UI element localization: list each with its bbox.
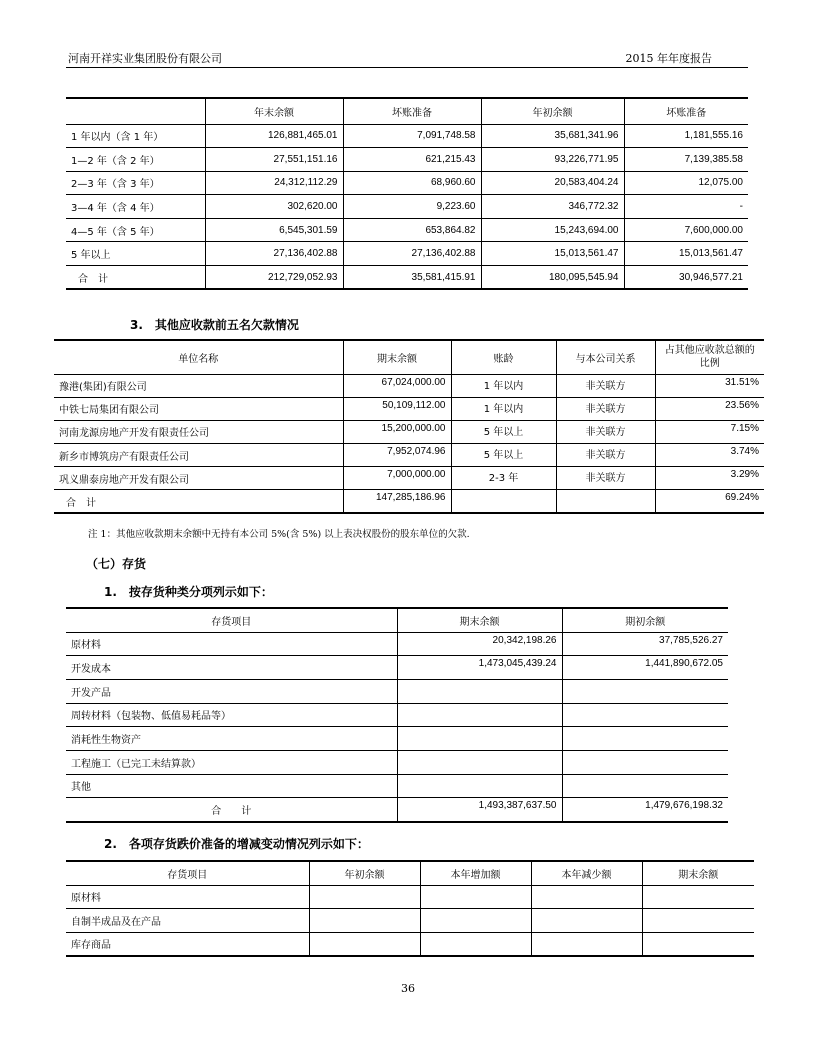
cell-value: 12,075.00 (624, 171, 748, 195)
column-header: 存货项目 (66, 608, 397, 632)
table-row (66, 656, 728, 680)
header-row (66, 861, 754, 885)
table-row (54, 490, 764, 513)
table-row (66, 750, 728, 774)
cell-value: 35,681,341.96 (481, 124, 624, 148)
cell-value: 37,785,526.27 (562, 632, 728, 656)
table-row (66, 632, 728, 656)
column-header: 坏账准备 (343, 98, 481, 124)
cell-value: 非关联方 (556, 444, 655, 467)
column-header: 期末余额 (343, 340, 451, 374)
column-header: 坏账准备 (624, 98, 748, 124)
cell-value: 27,136,402.88 (343, 242, 481, 266)
cell-value: 653,864.82 (343, 218, 481, 242)
cell-value: 93,226,771.95 (481, 148, 624, 172)
table-row (66, 124, 748, 148)
table-row (54, 420, 764, 443)
column-header: 存货项目 (66, 861, 309, 885)
cell-value (562, 727, 728, 751)
column-header: 账龄 (451, 340, 556, 374)
cell-value (397, 774, 562, 798)
cell-value: 7,000,000.00 (343, 467, 451, 490)
cell-value (562, 703, 728, 727)
cell-value: 7.15% (655, 420, 764, 443)
row-label: 豫港(集团)有限公司 (54, 374, 343, 397)
cell-value: - (624, 195, 748, 219)
cell-value: 68,960.60 (343, 171, 481, 195)
table-row (66, 703, 728, 727)
cell-value: 147,285,186.96 (343, 490, 451, 513)
cell-value (397, 703, 562, 727)
row-label: 库存商品 (66, 932, 309, 956)
cell-value: 23.56% (655, 397, 764, 420)
cell-value (642, 932, 754, 956)
row-label: 原材料 (66, 632, 397, 656)
inventory-table (66, 607, 728, 823)
cell-value: 非关联方 (556, 467, 655, 490)
row-label: 河南龙源房地产开发有限责任公司 (54, 420, 343, 443)
table-row (54, 374, 764, 397)
column-header: 年初余额 (481, 98, 624, 124)
cell-value: 35,581,415.91 (343, 266, 481, 290)
cell-value: 9,223.60 (343, 195, 481, 219)
cell-value: 27,136,402.88 (205, 242, 343, 266)
column-header (66, 98, 205, 124)
cell-value (420, 932, 531, 956)
row-label: 开发产品 (66, 679, 397, 703)
footnote: 注 1：其他应收款期末余额中无持有本公司 5%(含 5%) 以上表决权股份的股东单位的欠款. (88, 529, 470, 540)
section3-title: 3. 其他应收款前五名欠款情况 (130, 318, 299, 332)
cell-value: 1 年以内 (451, 397, 556, 420)
cell-value: 20,583,404.24 (481, 171, 624, 195)
table-row (66, 148, 748, 172)
cell-value: 2-3 年 (451, 467, 556, 490)
cell-value: 7,139,385.58 (624, 148, 748, 172)
table-row (66, 195, 748, 219)
cell-value: 1,479,676,198.32 (562, 798, 728, 822)
cell-value (531, 932, 642, 956)
table-row (66, 266, 748, 290)
cell-value: 3.74% (655, 444, 764, 467)
column-header: 年初余额 (309, 861, 420, 885)
cell-value: 20,342,198.26 (397, 632, 562, 656)
cell-value (309, 932, 420, 956)
cell-value: 非关联方 (556, 397, 655, 420)
cell-value: 6,545,301.59 (205, 218, 343, 242)
cell-value (562, 750, 728, 774)
row-label: 合 计 (66, 798, 397, 822)
row-label: 5 年以上 (66, 242, 205, 266)
row-label: 1 年以内（含 1 年） (66, 124, 205, 148)
cell-value: 27,551,151.16 (205, 148, 343, 172)
column-header: 本年减少额 (531, 861, 642, 885)
row-label: 巩义鼎泰房地产开发有限公司 (54, 467, 343, 490)
row-label: 周转材料（包装物、低值易耗品等） (66, 703, 397, 727)
row-label: 消耗性生物资产 (66, 727, 397, 751)
provision-subtitle: 2. 各项存货跌价准备的增减变动情况列示如下： (104, 837, 369, 851)
row-label: 合 计 (66, 266, 205, 290)
cell-value (420, 885, 531, 909)
cell-value: 31.51% (655, 374, 764, 397)
row-label: 1—2 年（含 2 年） (66, 148, 205, 172)
cell-value: 180,095,545.94 (481, 266, 624, 290)
cell-value: 15,243,694.00 (481, 218, 624, 242)
table-row (66, 218, 748, 242)
column-header: 期初余额 (562, 608, 728, 632)
table-row (66, 774, 728, 798)
cell-value: 1,181,555.16 (624, 124, 748, 148)
cell-value (531, 885, 642, 909)
cell-value: 1,441,890,672.05 (562, 656, 728, 680)
header-row (66, 608, 728, 632)
cell-value: 50,109,112.00 (343, 397, 451, 420)
cell-value: 非关联方 (556, 374, 655, 397)
cell-value: 1,493,387,637.50 (397, 798, 562, 822)
column-header: 期末余额 (397, 608, 562, 632)
row-label: 自制半成品及在产品 (66, 909, 309, 933)
row-label: 新乡市博筑房产有限责任公司 (54, 444, 343, 467)
cell-value: 621,215.43 (343, 148, 481, 172)
row-label: 开发成本 (66, 656, 397, 680)
cell-value (397, 727, 562, 751)
table-row (66, 932, 754, 956)
header-rule (66, 67, 748, 68)
cell-value: 302,620.00 (205, 195, 343, 219)
cell-value (420, 909, 531, 933)
cell-value: 30,946,577.21 (624, 266, 748, 290)
cell-value (562, 774, 728, 798)
cell-value: 1,473,045,439.24 (397, 656, 562, 680)
row-label: 原材料 (66, 885, 309, 909)
column-header: 单位名称 (54, 340, 343, 374)
cell-value: 67,024,000.00 (343, 374, 451, 397)
table-row (66, 909, 754, 933)
cell-value (556, 490, 655, 513)
row-label: 其他 (66, 774, 397, 798)
cell-value: 346,772.32 (481, 195, 624, 219)
row-label: 工程施工（已完工未结算款） (66, 750, 397, 774)
cell-value: 24,312,112.29 (205, 171, 343, 195)
table-row (66, 242, 748, 266)
cell-value (451, 490, 556, 513)
row-label: 2—3 年（含 3 年） (66, 171, 205, 195)
provision-table (66, 860, 754, 957)
report-title-header: 2015 年年度报告 (625, 52, 712, 65)
table-row (66, 885, 754, 909)
cell-value (642, 909, 754, 933)
cell-value: 1 年以内 (451, 374, 556, 397)
page-number: 36 (401, 982, 415, 995)
table-row (54, 444, 764, 467)
table-row (66, 171, 748, 195)
cell-value (531, 909, 642, 933)
cell-value (309, 885, 420, 909)
inventory-subtitle: 1. 按存货种类分项列示如下： (104, 585, 273, 599)
cell-value: 15,013,561.47 (624, 242, 748, 266)
table-row (54, 467, 764, 490)
cell-value: 3.29% (655, 467, 764, 490)
table-row (66, 679, 728, 703)
cell-value: 212,729,052.93 (205, 266, 343, 290)
column-header: 期末余额 (642, 861, 754, 885)
top-debtors-table (54, 339, 764, 514)
cell-value: 15,013,561.47 (481, 242, 624, 266)
cell-value: 126,881,465.01 (205, 124, 343, 148)
column-header: 本年增加额 (420, 861, 531, 885)
cell-value (562, 679, 728, 703)
row-label: 合 计 (54, 490, 343, 513)
cell-value (642, 885, 754, 909)
table-row (66, 798, 728, 822)
column-header: 年末余额 (205, 98, 343, 124)
cell-value (397, 750, 562, 774)
header-row (54, 340, 764, 374)
cell-value: 5 年以上 (451, 420, 556, 443)
row-label: 3—4 年（含 4 年） (66, 195, 205, 219)
aging-table (66, 97, 748, 290)
cell-value: 7,091,748.58 (343, 124, 481, 148)
company-name-header: 河南开祥实业集团股份有限公司 (68, 52, 222, 65)
cell-value: 非关联方 (556, 420, 655, 443)
cell-value: 7,952,074.96 (343, 444, 451, 467)
table-row (66, 727, 728, 751)
cell-value (397, 679, 562, 703)
cell-value: 69.24% (655, 490, 764, 513)
table-row (54, 397, 764, 420)
section7-title: （七）存货 (86, 557, 147, 571)
cell-value: 7,600,000.00 (624, 218, 748, 242)
header-row (66, 98, 748, 124)
column-header: 与本公司关系 (556, 340, 655, 374)
cell-value: 15,200,000.00 (343, 420, 451, 443)
row-label: 中铁七局集团有限公司 (54, 397, 343, 420)
cell-value: 5 年以上 (451, 444, 556, 467)
column-header: 占其他应收款总额的比例 (655, 340, 764, 374)
cell-value (309, 909, 420, 933)
row-label: 4—5 年（含 5 年） (66, 218, 205, 242)
